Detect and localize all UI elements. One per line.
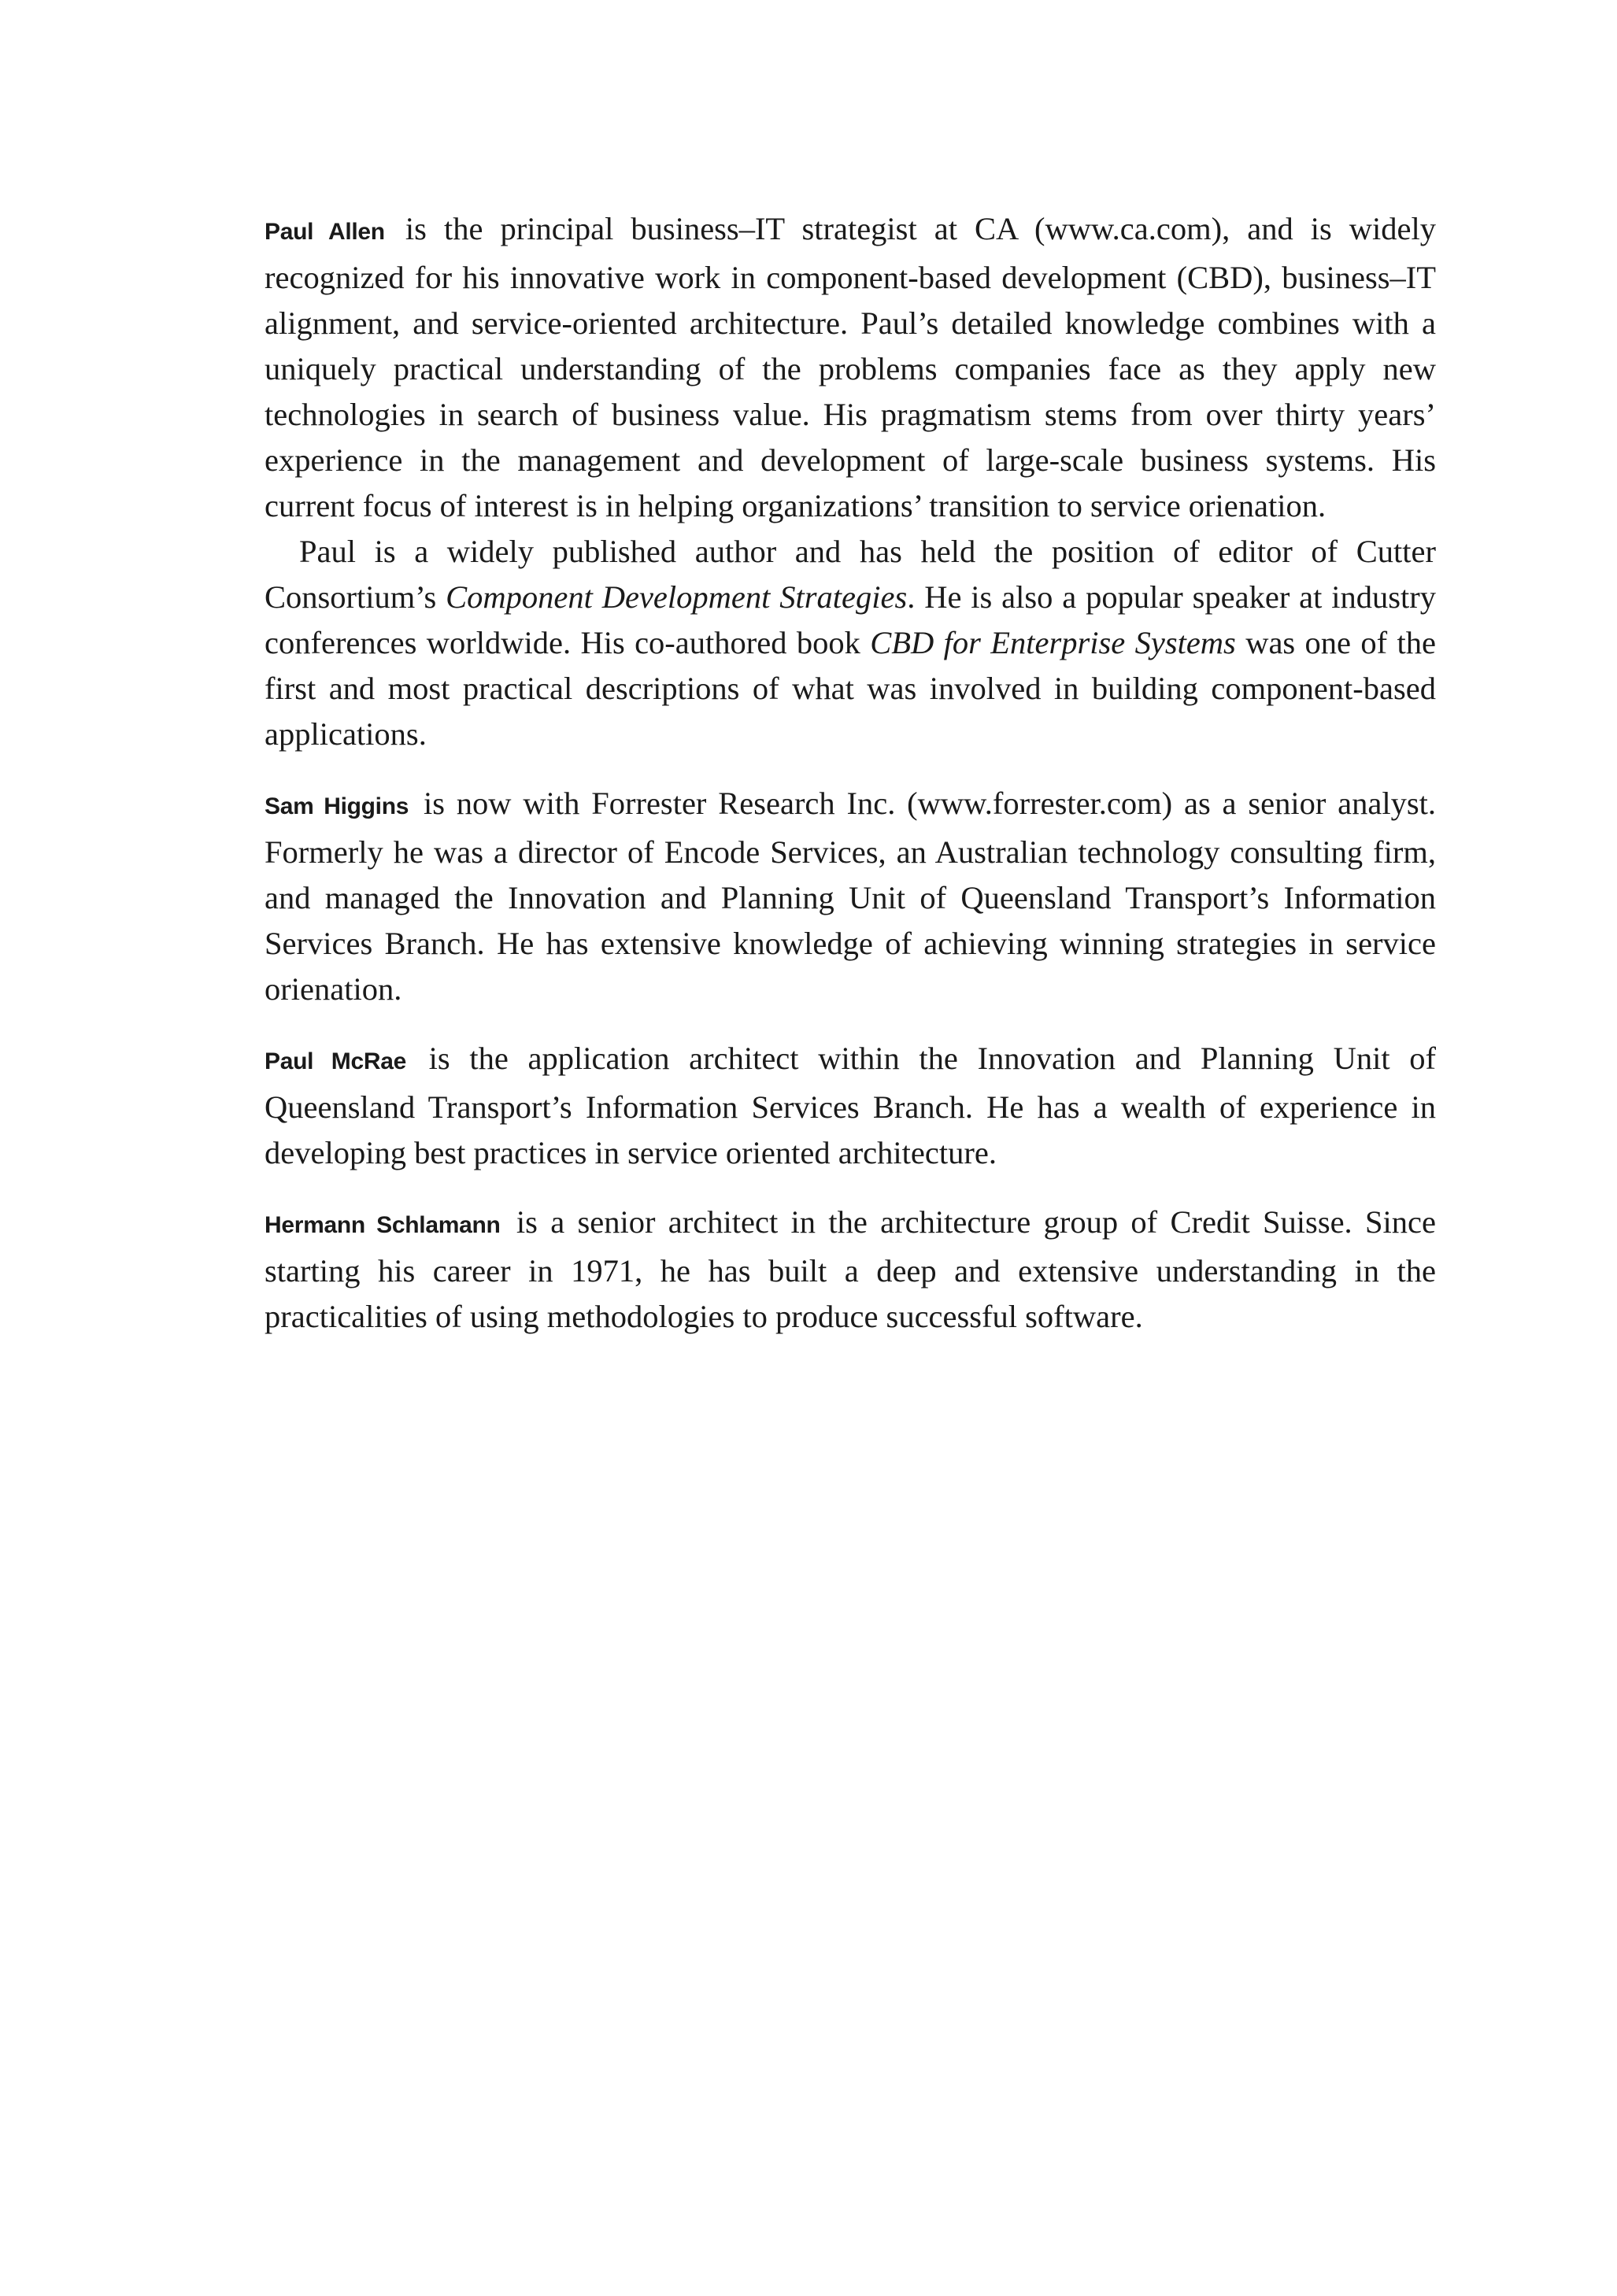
bio-text: is now with Forrester Research Inc. (www.forrester.com) as a senior analyst. Formerly he was a director of Encode Services, an Australian technology consulting firm, and managed the Innovation and Planning Unit of Queensland Transport’s Information Services Branch. He has extensive knowledge of achieving winning strategies in service orienation. (265, 786, 1436, 1007)
author-name: Sam Higgins (265, 793, 409, 819)
bio-paul-allen (265, 206, 1436, 529)
bio-paul-allen-continued (265, 529, 1436, 757)
author-name: Paul Allen (265, 219, 385, 245)
bio-text: is a senior architect in the architecture group of Credit Suisse. Since starting his career in 1971, he has built a deep and extensive understanding in the practicalities of using methodologies to produce successful software. (265, 1204, 1436, 1334)
author-name: Hermann Schlamann (265, 1212, 501, 1238)
publication-title: Component Development Strategies (446, 579, 908, 615)
bio-text: Paul is a widely published author and has held the position of editor of Cutter Consortium’s (265, 534, 1436, 615)
bio-paul-mcrae (265, 1036, 1436, 1176)
book-title: CBD for Enterprise Systems (870, 625, 1236, 660)
bio-text: is the principal business–IT strategist at CA (www.ca.com), and is widely recognized for his innovative work in component-based development (CBD), business–IT alignment, and service-oriented architecture. Paul’s detailed knowledge combines with a uniquely practical understanding of the problems companies face as they apply new technologies in search of business value. His pragmatism stems from over thirty years’ experience in the management and development of large-scale business systems. His current focus of interest is in helping organizations’ transition to service orienation. (265, 211, 1437, 523)
bio-hermann-schlamann (265, 1200, 1436, 1340)
author-bios (265, 206, 1436, 1340)
bio-sam-higgins (265, 781, 1436, 1012)
bio-text: was one of the first and most practical descriptions of what was involved in building component-based applications. (265, 625, 1436, 752)
author-name: Paul McRae (265, 1048, 406, 1074)
bio-text: . He is also a popular speaker at industry conferences worldwide. His co-authored book (265, 579, 1437, 660)
bio-text: is the application architect within the Innovation and Planning Unit of Queensland Transport’s Information Services Branch. He has a wealth of experience in developing best practices in service oriented architecture. (265, 1041, 1436, 1170)
